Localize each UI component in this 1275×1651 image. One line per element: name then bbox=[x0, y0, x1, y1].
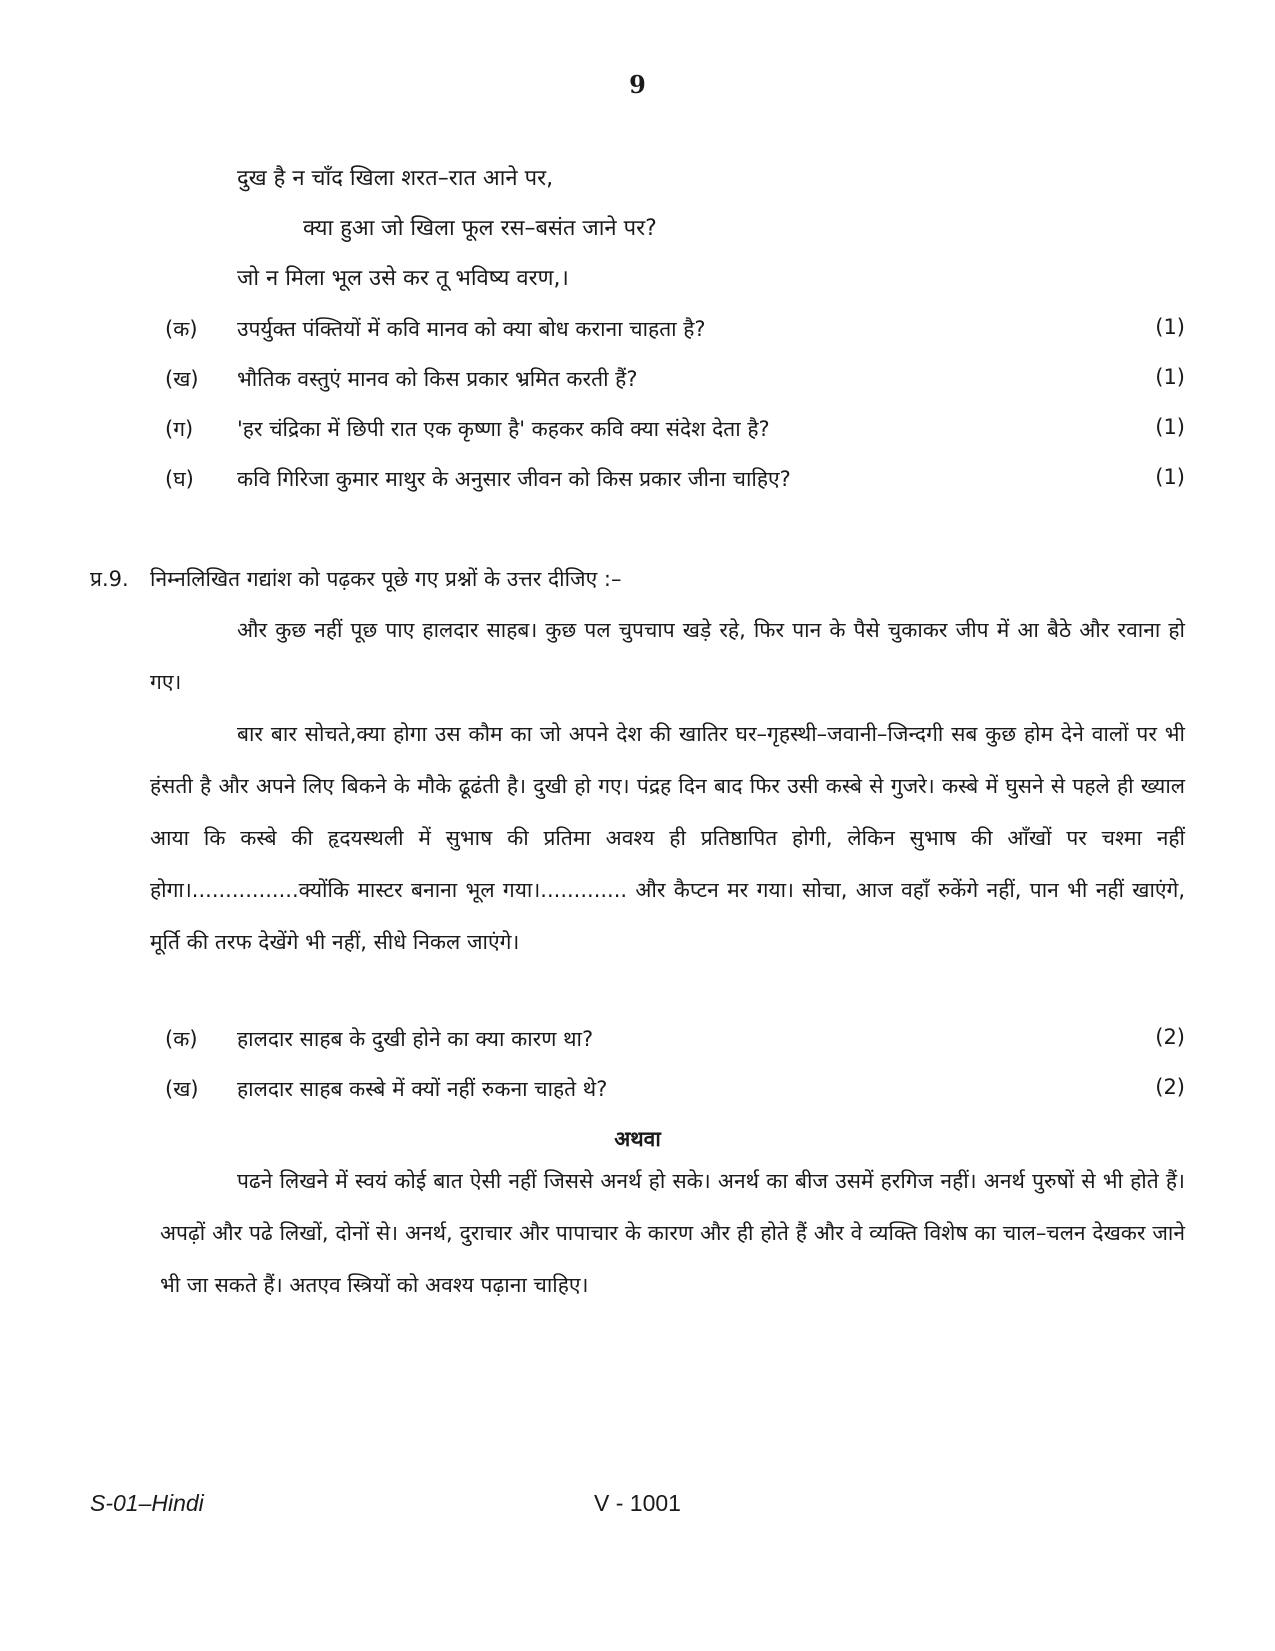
subquestion-label: (क) bbox=[165, 1027, 198, 1051]
subquestion-text: हालदार साहब कस्बे में क्यों नहीं रुकना चाहते थे? bbox=[237, 1077, 608, 1101]
alternate-passage-text: पढने लिखने में स्वयं कोई बात ऐसी नहीं जिससे अनर्थ हो सके। अनर्थ का बीज उसमें हरगिज नहीं। अनर्थ पुरुषों से भी होते हैं। अपढ़ों और पढे लिखों, दोनों से। अनर्थ, दुराचार और पापाचार के कारण और ही होते हैं और वे व्यक्ति विशेष का चाल–चलन देखकर जाने भी जा सकते हैं। अतएव स्त्रियों को अवश्य पढ़ाना चाहिए। bbox=[160, 1169, 1185, 1297]
marks: (1) bbox=[1155, 315, 1185, 339]
subquestion-label: (घ) bbox=[165, 467, 194, 491]
passage-paragraph-1-text: और कुछ नहीं पूछ पाए हालदार साहब। कुछ पल चुपचाप खड़े रहे, फिर पान के पैसे चुकाकर जीप में आ बैठे और रवाना हो गए। bbox=[150, 618, 1185, 694]
marks: (1) bbox=[1155, 415, 1185, 439]
or-heading: अथवा bbox=[614, 1127, 661, 1151]
poem-line-2: क्या हुआ जो खिला फूल रस–बसंत जाने पर? bbox=[303, 216, 657, 241]
alternate-passage bbox=[160, 1155, 1185, 1311]
poem-line-3: जो न मिला भूल उसे कर तू भविष्य वरण,। bbox=[237, 266, 569, 291]
question-number: प्र.9. bbox=[90, 567, 129, 591]
subquestion-text: कवि गिरिजा कुमार माथुर के अनुसार जीवन को किस प्रकार जीना चाहिए? bbox=[237, 467, 791, 491]
subquestion-label: (ख) bbox=[165, 367, 199, 391]
subquestion-text: भौतिक वस्तुएं मानव को किस प्रकार भ्रमित करती हैं? bbox=[237, 367, 638, 391]
marks: (2) bbox=[1155, 1025, 1185, 1049]
subquestion-label: (क) bbox=[165, 317, 198, 341]
subquestion-label: (ग) bbox=[165, 417, 194, 441]
subquestion-label: (ख) bbox=[165, 1077, 199, 1101]
page-number: 9 bbox=[629, 70, 646, 99]
marks: (2) bbox=[1155, 1075, 1185, 1099]
subquestion-text: हालदार साहब के दुखी होने का क्या कारण था? bbox=[237, 1027, 594, 1051]
subquestion-text: उपर्युक्त पंक्तियों में कवि मानव को क्या बोध कराना चाहता है? bbox=[237, 317, 706, 341]
passage-paragraph-2 bbox=[150, 708, 1185, 968]
footer-code: V - 1001 bbox=[594, 1490, 681, 1516]
marks: (1) bbox=[1155, 465, 1185, 489]
footer-subject: S-01–Hindi bbox=[90, 1490, 204, 1516]
question-instruction: निम्नलिखित गद्यांश को पढ़कर पूछे गए प्रश्नों के उत्तर दीजिए :– bbox=[150, 567, 622, 591]
subquestion-text: 'हर चंद्रिका में छिपी रात एक कृष्णा है' कहकर कवि क्या संदेश देता है? bbox=[237, 417, 770, 441]
passage-paragraph-2-text: बार बार सोचते,क्या होगा उस कौम का जो अपने देश की खातिर घर–गृहस्थी–जवानी–जिन्दगी सब कुछ होम देने वालों पर भी हंसती है और अपने लिए बिकने के मौके ढूढंती है। दुखी हो गए। पंद्रह दिन बाद फिर उसी कस्बे से गुजरे। कस्बे में घुसने से पहले ही ख्याल आया कि कस्बे की हृदयस्थली में सुभाष की प्रतिमा अवश्य ही प्रतिष्ठापित होगी, लेकिन सुभाष की आँखों पर चश्मा नहीं होगा।................क्योंकि मास्टर बनाना भूल गया।............. और कैप्टन मर गया। सोचा, आज वहाँ रुकेंगे नहीं, पान भी नहीं खाएंगे, मूर्ति की तरफ देखेंगे भी नहीं, सीधे निकल जाएंगे। bbox=[150, 722, 1185, 954]
passage-paragraph-1 bbox=[150, 604, 1185, 708]
marks: (1) bbox=[1155, 365, 1185, 389]
poem-line-1: दुख है न चाँद खिला शरत–रात आने पर, bbox=[237, 166, 554, 191]
